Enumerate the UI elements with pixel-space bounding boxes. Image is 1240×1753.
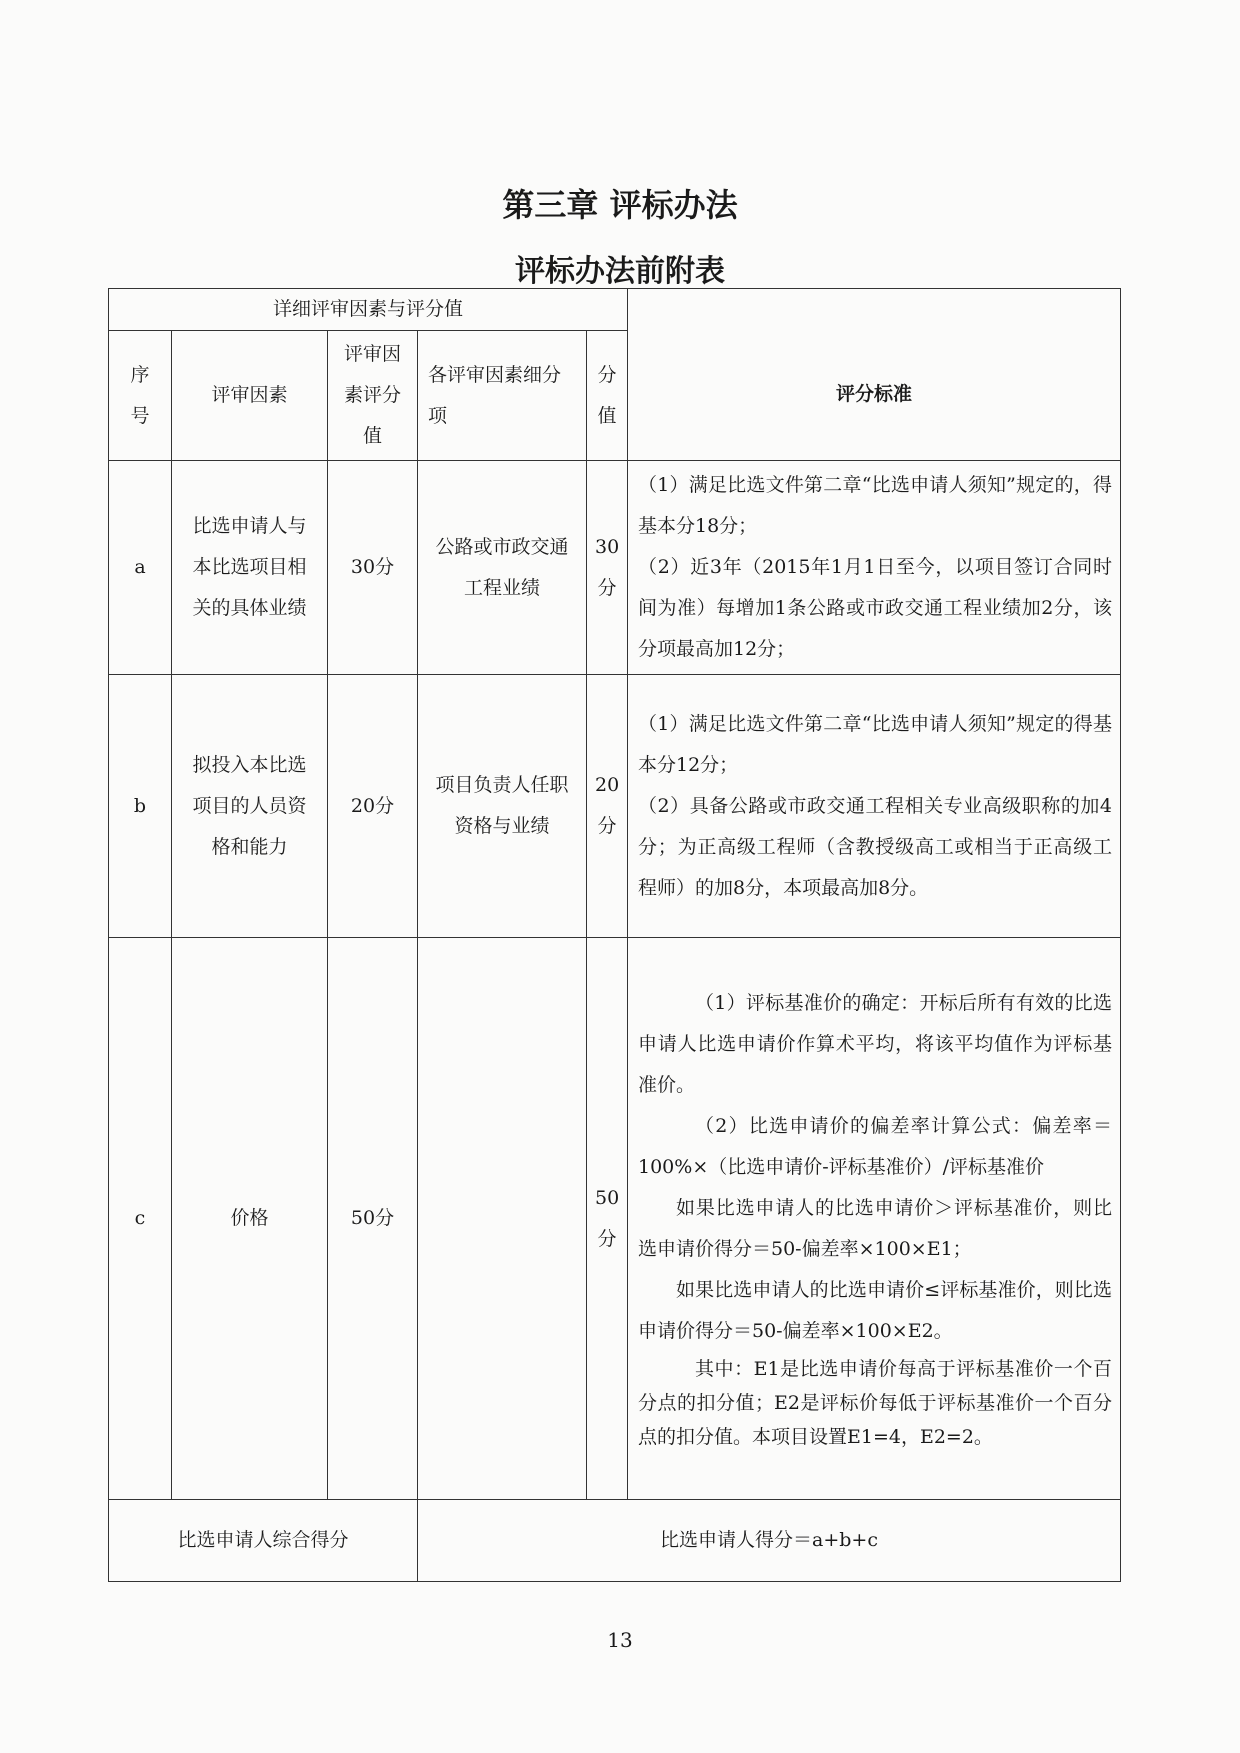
row-sub-item: 公路或市政交通工程业绩	[418, 461, 587, 675]
row-factor-score: 50分	[328, 938, 418, 1500]
header-factor-score: 评审因素评分值	[328, 331, 418, 461]
chapter-title: 第三章 评标办法	[502, 186, 738, 224]
row-no: a	[109, 461, 172, 675]
table-row	[109, 938, 1121, 1500]
row-score: 30分	[587, 461, 628, 675]
header-no: 序号	[109, 331, 172, 461]
row-factor-score: 30分	[328, 461, 418, 675]
criteria-line: 如果比选申请人的比选申请价＞评标基准价，则比选申请价得分＝50-偏差率×100×E1；	[638, 1197, 1112, 1260]
total-label: 比选申请人综合得分	[109, 1500, 418, 1582]
total-row	[109, 1500, 1121, 1582]
header-group: 详细评审因素与评分值	[109, 289, 628, 331]
header-criteria: 评分标准	[628, 289, 1121, 461]
row-no: c	[109, 938, 172, 1500]
row-factor: 比选申请人与本比选项目相关的具体业绩	[172, 461, 328, 675]
page-number: 13	[607, 1628, 633, 1652]
row-factor: 拟投入本比选项目的人员资格和能力	[172, 675, 328, 938]
row-sub-item	[418, 938, 587, 1500]
total-formula: 比选申请人得分＝a+b+c	[418, 1500, 1121, 1582]
row-factor: 价格	[172, 938, 328, 1500]
row-score: 50分	[587, 938, 628, 1500]
criteria-line: （2）比选申请价的偏差率计算公式：偏差率＝100%×（比选申请价-评标基准价）/评标基准价	[638, 1115, 1112, 1178]
row-criteria	[628, 938, 1121, 1500]
row-criteria	[628, 461, 1121, 675]
table-title: 评标办法前附表	[515, 254, 725, 289]
row-no: b	[109, 675, 172, 938]
header-factor: 评审因素	[172, 331, 328, 461]
row-criteria	[628, 675, 1121, 938]
criteria-line: （1）评标基准价的确定：开标后所有有效的比选申请人比选申请价作算术平均，将该平均值作为评标基准价。	[638, 992, 1112, 1096]
row-factor-score: 20分	[328, 675, 418, 938]
table-row	[109, 461, 1121, 675]
criteria-line: （2）具备公路或市政交通工程相关专业高级职称的加4分；为正高级工程师（含教授级高工或相当于正高级工程师）的加8分，本项最高加8分。	[638, 794, 1112, 899]
table-row	[109, 675, 1121, 938]
header-score: 分值	[587, 331, 628, 461]
criteria-line: 如果比选申请人的比选申请价≤评标基准价，则比选申请价得分＝50-偏差率×100×E2。	[638, 1279, 1112, 1342]
criteria-line: （1）满足比选文件第二章“比选申请人须知”规定的，得基本分18分；	[638, 474, 1112, 537]
criteria-line: （2）近3年（2015年1月1日至今，以项目签订合同时间为准）每增加1条公路或市政交通工程业绩加2分，该分项最高加12分；	[638, 556, 1112, 660]
scoring-table	[108, 288, 1121, 1582]
criteria-line: （1）满足比选文件第二章“比选申请人须知”规定的得基本分12分；	[638, 712, 1112, 776]
criteria-line: 其中：E1是比选申请价每高于评标基准价一个百分点的扣分值；E2是评标价每低于评标基准价一个百分点的扣分值。本项目设置E1=4，E2=2。	[638, 1358, 1112, 1448]
row-sub-item: 项目负责人任职资格与业绩	[418, 675, 587, 938]
row-score: 20分	[587, 675, 628, 938]
header-sub-item: 各评审因素细分项	[418, 331, 587, 461]
